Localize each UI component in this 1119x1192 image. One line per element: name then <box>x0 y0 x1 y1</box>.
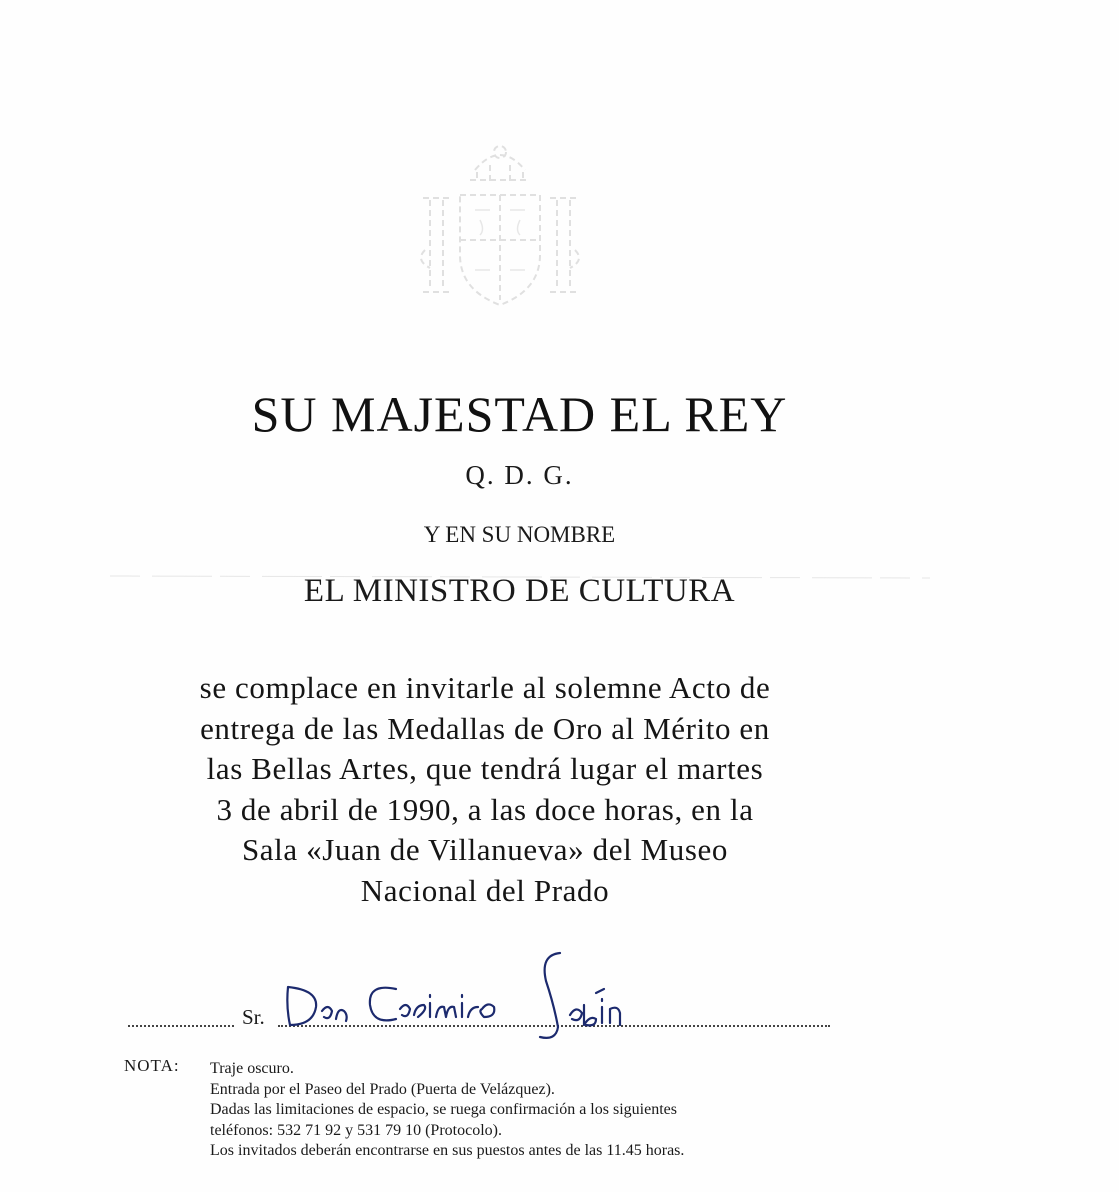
note-line: teléfonos: 532 71 92 y 531 79 10 (Protocolo). <box>210 1121 502 1139</box>
page-title: SU MAJESTAD EL REY <box>251 386 788 442</box>
addressee-line <box>128 945 838 1045</box>
in-name-line: Y EN SU NOMBRE <box>423 522 616 547</box>
note-line: Traje oscuro. <box>210 1060 294 1077</box>
honorific-abbreviation: Q. D. G. <box>465 460 574 490</box>
note-line: Dadas las limitaciones de espacio, se ruega confirmación a los siguientes <box>210 1101 677 1119</box>
handwritten-addressee-name <box>278 945 838 1045</box>
invitation-line: Sala «Juan de Villanueva» del Museo <box>241 832 729 867</box>
invitation-line: entrega de las Medallas de Oro al Mérito en <box>200 710 770 746</box>
note-list <box>210 1059 850 1162</box>
coat-of-arms-icon <box>415 140 585 315</box>
note-label: NOTA: <box>124 1056 180 1075</box>
invitation-line: se complace en invitarle al solemne Acto de <box>199 670 771 705</box>
invitation-line: 3 de abril de 1990, a las doce horas, en la <box>216 791 754 827</box>
dotted-rule-left <box>128 1025 234 1027</box>
invitation-text <box>100 668 870 911</box>
note-line: Entrada por el Paseo del Prado (Puerta de Velázquez). <box>210 1080 555 1098</box>
addressee-prefix: Sr. <box>242 1005 265 1029</box>
minister-title: EL MINISTRO DE CULTURA <box>303 573 736 609</box>
invitation-line: Nacional del Prado <box>360 872 610 908</box>
note-line: Los invitados deberán encontrarse en sus puestos antes de las 11.45 horas. <box>210 1142 685 1160</box>
invitation-line: las Bellas Artes, que tendrá lugar el martes <box>206 751 764 786</box>
